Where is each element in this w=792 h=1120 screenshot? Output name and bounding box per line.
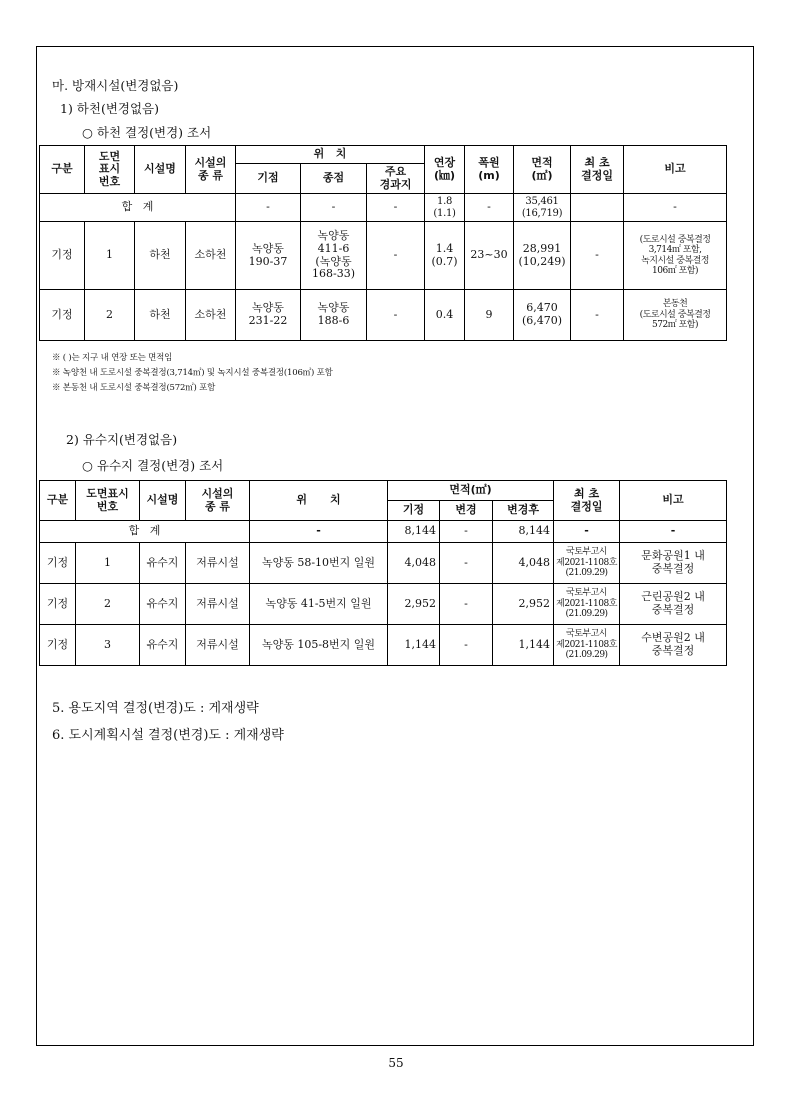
row2-area-l1: 6,470	[526, 301, 558, 315]
header-area	[514, 146, 571, 194]
total-remark: -	[624, 194, 727, 222]
row1-remark-l2: 중복결정	[651, 562, 695, 575]
row2-end-l2: 188-6	[317, 314, 350, 327]
row2-first: -	[571, 290, 624, 341]
header-name: 시설명	[135, 146, 186, 194]
row1-area-l1: 28,991	[522, 241, 562, 255]
header-first-l2: 결정일	[570, 499, 603, 513]
row1-width: 23~30	[465, 222, 514, 290]
total-length-l2: (1.1)	[433, 207, 456, 219]
row3-remark-l1: 수변공원2 내	[641, 631, 705, 645]
row2-end	[301, 290, 367, 341]
table-total-row	[40, 521, 727, 543]
total-end: -	[301, 194, 367, 222]
row2-start	[236, 290, 301, 341]
total-existing: 8,144	[388, 521, 440, 543]
row2-remark-l3: 572㎡ 포함)	[652, 320, 698, 331]
row1-end	[301, 222, 367, 290]
row3-name: 유수지	[140, 625, 186, 666]
total-label: 합 계	[40, 194, 236, 222]
header-num-l2: 번호	[96, 499, 119, 513]
row2-location: 녹양동 41-5번지 일원	[250, 584, 388, 625]
row1-change: -	[440, 543, 493, 584]
header-length	[425, 146, 465, 194]
header-type-l2: 종 류	[204, 499, 231, 513]
header-gubun: 구분	[40, 146, 85, 194]
table-header-row	[40, 481, 727, 501]
header-start: 기점	[236, 164, 301, 194]
header-num	[85, 146, 135, 194]
header-area-l2: (㎡)	[531, 168, 553, 182]
row2-first-l3: (21.09.29)	[565, 609, 608, 620]
row3-existing: 1,144	[388, 625, 440, 666]
header-length-l2: (㎞)	[434, 168, 456, 182]
row3-first-l2: 제2021-1108호	[556, 639, 617, 650]
row3-first-l3: (21.09.29)	[565, 650, 608, 661]
heading-retention: 2) 유수지(변경없음)	[66, 432, 178, 447]
heading-river: 1) 하천(변경없음)	[60, 101, 160, 116]
row3-change: -	[440, 625, 493, 666]
table-row	[40, 625, 727, 666]
row2-type: 소하천	[186, 290, 236, 341]
header-after: 변경후	[493, 501, 554, 521]
header-num-l2: 표시	[98, 162, 121, 176]
header-type-l2: 종 류	[197, 168, 224, 182]
row2-remark	[620, 584, 727, 625]
row2-remark-l1: 본동천	[662, 299, 688, 310]
header-width	[465, 146, 514, 194]
row1-end-l2: 411-6	[317, 241, 350, 255]
row1-length-l1: 1.4	[435, 241, 454, 255]
table-row	[40, 222, 727, 290]
heading-river-sub: ○ 하천 결정(변경) 조서	[82, 125, 212, 140]
row2-end-l1: 녹양동	[317, 301, 350, 315]
row3-after: 1,144	[493, 625, 554, 666]
row2-area-l2: (6,470)	[521, 314, 563, 327]
table-total-row	[40, 194, 727, 222]
heading-ma: 마. 방재시설(변경없음)	[52, 78, 179, 93]
retention-table	[39, 480, 727, 666]
header-first	[554, 481, 620, 521]
row2-gubun: 기정	[40, 290, 85, 341]
row2-change: -	[440, 584, 493, 625]
table-row	[40, 290, 727, 341]
section-5: 5. 용도지역 결정(변경)도 : 게재생략	[52, 701, 259, 716]
row2-after: 2,952	[493, 584, 554, 625]
table-header-row	[40, 146, 727, 164]
header-name: 시설명	[140, 481, 186, 521]
row3-remark	[620, 625, 727, 666]
row2-remark-l2: (도로시설 중복결정	[639, 309, 711, 320]
row1-length	[425, 222, 465, 290]
row1-via: -	[367, 222, 425, 290]
total-area	[514, 194, 571, 222]
row2-name: 하천	[135, 290, 186, 341]
row2-existing: 2,952	[388, 584, 440, 625]
page-number: 55	[388, 1056, 404, 1070]
row2-name: 유수지	[140, 584, 186, 625]
row1-area	[514, 222, 571, 290]
row1-remark-l1: (도로시설 중복결정	[639, 234, 711, 245]
header-width-l2: (m)	[478, 168, 500, 182]
row1-type: 저류시설	[186, 543, 250, 584]
row2-first	[554, 584, 620, 625]
row1-remark-l1: 문화공원1 내	[641, 549, 705, 563]
row2-width: 9	[465, 290, 514, 341]
row1-start-l1: 녹양동	[252, 241, 284, 255]
row1-name: 유수지	[140, 543, 186, 584]
heading-retention-sub: ○ 유수지 결정(변경) 조서	[82, 458, 224, 473]
header-existing: 기정	[388, 501, 440, 521]
note: ※ 녹양천 내 도로시설 중복결정(3,714㎡) 및 녹지시설 중복결정(106㎡) 포함	[52, 368, 333, 378]
total-area-l2: (16,719)	[521, 207, 563, 219]
section-6: 6. 도시계획시설 결정(변경)도 : 게재생략	[52, 728, 284, 743]
row1-first	[554, 543, 620, 584]
total-location: -	[250, 521, 388, 543]
row1-start	[236, 222, 301, 290]
row2-start-l1: 녹양동	[252, 301, 284, 315]
row2-remark	[624, 290, 727, 341]
total-start: -	[236, 194, 301, 222]
row2-type: 저류시설	[186, 584, 250, 625]
table-row	[40, 543, 727, 584]
header-end: 종점	[301, 164, 367, 194]
row1-num: 1	[85, 222, 135, 290]
row1-remark	[620, 543, 727, 584]
row3-num: 3	[76, 625, 140, 666]
header-num-l3: 번호	[98, 174, 121, 188]
row1-gubun: 기정	[40, 543, 76, 584]
row3-location: 녹양동 105-8번지 일원	[250, 625, 388, 666]
row2-num: 2	[85, 290, 135, 341]
total-via: -	[367, 194, 425, 222]
row1-area-l2: (10,249)	[518, 254, 566, 268]
header-type-l1: 시설의	[201, 486, 234, 500]
header-area-l1: 면적	[531, 155, 553, 169]
row3-gubun: 기정	[40, 625, 76, 666]
header-via	[367, 164, 425, 194]
header-num	[76, 481, 140, 521]
row3-type: 저류시설	[186, 625, 250, 666]
header-area: 면적(㎡)	[388, 481, 554, 501]
table-row	[40, 584, 727, 625]
row3-first-l1: 국토부고시	[566, 629, 608, 640]
header-type	[186, 481, 250, 521]
total-change: -	[440, 521, 493, 543]
header-num-l1: 도면표시	[86, 486, 129, 500]
header-location: 위 치	[236, 146, 425, 164]
row2-start-l2: 231-22	[248, 314, 288, 327]
header-width-l1: 폭원	[478, 155, 500, 169]
header-remark: 비고	[624, 146, 727, 194]
row1-remark-l2: 3,714㎡ 포함,	[648, 245, 702, 256]
row1-remark-l3: 녹지시설 중복결정	[641, 255, 709, 266]
row3-remark-l2: 중복결정	[651, 644, 695, 657]
river-table	[39, 145, 727, 341]
total-length-l1: 1.8	[437, 196, 453, 207]
header-remark: 비고	[620, 481, 727, 521]
header-first	[571, 146, 624, 194]
note: ※ 본동천 내 도로시설 중복결정(572㎡) 포함	[52, 383, 216, 393]
row1-existing: 4,048	[388, 543, 440, 584]
total-after: 8,144	[493, 521, 554, 543]
total-first: -	[554, 521, 620, 543]
header-via-l1: 주요	[384, 164, 407, 178]
row2-first-l2: 제2021-1108호	[556, 598, 617, 609]
total-width: -	[465, 194, 514, 222]
row2-gubun: 기정	[40, 584, 76, 625]
total-length	[425, 194, 465, 222]
header-first-l2: 결정일	[581, 168, 613, 182]
row1-remark	[624, 222, 727, 290]
row3-first	[554, 625, 620, 666]
row1-start-l2: 190-37	[248, 254, 288, 268]
header-via-l2: 경과지	[379, 177, 412, 191]
row1-first-l1: 국토부고시	[566, 547, 608, 558]
row1-first: -	[571, 222, 624, 290]
total-first	[571, 194, 624, 222]
row1-end-l1: 녹양동	[317, 229, 350, 243]
row1-after: 4,048	[493, 543, 554, 584]
note: ※ ( )는 지구 내 연장 또는 면적임	[52, 353, 173, 363]
header-first-l1: 최 초	[584, 155, 610, 169]
row1-remark-l4: 106㎡ 포함)	[652, 265, 698, 276]
row2-via: -	[367, 290, 425, 341]
row1-type: 소하천	[186, 222, 236, 290]
header-type-l1: 시설의	[194, 155, 227, 169]
header-first-l1: 최 초	[573, 486, 600, 500]
row2-remark-l1: 근린공원2 내	[641, 590, 705, 604]
row2-length: 0.4	[425, 290, 465, 341]
row2-num: 2	[76, 584, 140, 625]
row1-name: 하천	[135, 222, 186, 290]
total-label: 합 계	[40, 521, 250, 543]
header-type	[186, 146, 236, 194]
row1-end-l3: (녹양동	[315, 254, 352, 268]
row1-first-l3: (21.09.29)	[565, 568, 608, 579]
row1-length-l2: (0.7)	[431, 254, 458, 268]
row1-num: 1	[76, 543, 140, 584]
row2-area	[514, 290, 571, 341]
total-area-l1: 35,461	[525, 196, 559, 207]
header-num-l1: 도면	[98, 149, 121, 163]
row1-gubun: 기정	[40, 222, 85, 290]
row1-location: 녹양동 58-10번지 일원	[250, 543, 388, 584]
row1-first-l2: 제2021-1108호	[556, 557, 617, 568]
header-gubun: 구분	[40, 481, 76, 521]
header-change: 변경	[440, 501, 493, 521]
row2-remark-l2: 중복결정	[651, 603, 695, 616]
row1-end-l4: 168-33)	[311, 267, 355, 281]
row2-first-l1: 국토부고시	[566, 588, 608, 599]
header-location: 위 치	[250, 481, 388, 521]
total-remark: -	[620, 521, 727, 543]
header-length-l1: 연장	[433, 155, 456, 169]
